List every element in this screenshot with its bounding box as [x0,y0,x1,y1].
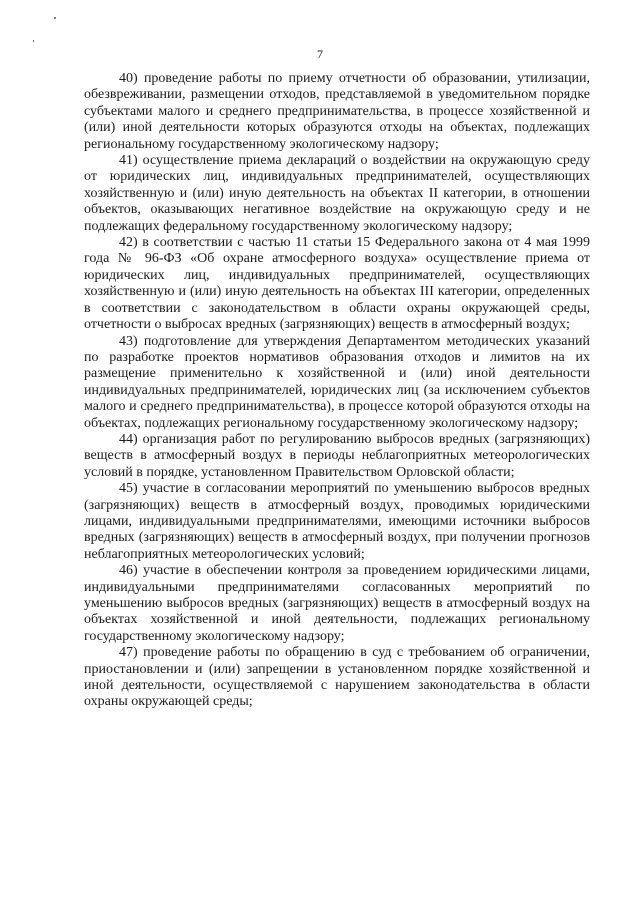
page-number: 7 [317,47,323,61]
paragraph-item-43: 43) подготовление для утверждения Департаментом методических указаний по разработке проектов нормативов образования отходов и лимитов на их размещение применительно к хозяйственной и (или) иной деятельности индивидуальных предпринимателей, юридических лиц (за исключением субъектов малого и среднего предпринимательства), в процессе которой образуются отходы на объектах, подлежащих региональному государственному экологическому надзору; [84,333,590,431]
paragraph-item-46: 46) участие в обеспечении контроля за проведением юридическими лицами, индивидуальными предпринимателями согласованных мероприятий по уменьшению выбросов вредных (загрязняющих) веществ в атмосферный воздух на объектах хозяйственной и иной деятельности, подлежащих региональному государственному экологическому надзору; [84,563,590,644]
paragraph-item-47: 47) проведение работы по обращению в суд с требованием об ограничении, приостановлении и (или) запрещении в установленном порядке хозяйственной и иной деятельности, осуществляемой с нарушением законодательства в области охраны окружающей среды; [84,645,590,710]
paragraph-item-41: 41) осуществление приема деклараций о воздействии на окружающую среду от юридических лиц, индивидуальных предпринимателей, осуществляющих хозяйственную и (или) иную деятельность на объектах II категории, в отношении объектов, оказывающих негативное воздействие на окружающую среду и не подлежащих федеральному государственному экологическому надзору; [84,153,590,234]
scan-speck [33,40,34,42]
document-body [84,71,590,711]
paragraph-item-40: 40) проведение работы по приему отчетности об образовании, утилизации, обезвреживании, размещении отходов, представляемой в уведомительном порядке субъектами малого и среднего предпринимательства, в процессе хозяйственной и (или) иной деятельности которых образуются отходы на объектах, подлежащих региональному государственному экологическому надзору; [84,71,590,152]
paragraph-item-45: 45) участие в согласовании мероприятий по уменьшению выбросов вредных (загрязняющих) веществ в атмосферный воздух, проводимых юридическими лицами, индивидуальными предпринимателями, имеющими источники выбросов вредных (загрязняющих) веществ в атмосферный воздух, при получении прогнозов неблагоприятных метеорологических условий; [84,481,590,562]
paragraph-item-44: 44) организация работ по регулированию выбросов вредных (загрязняющих) веществ в атмосферный воздух в периоды неблагоприятных метеорологических условий в порядке, установленном Правительством Орловской области; [84,431,590,480]
paragraph-item-42: 42) в соответствии с частью 11 статьи 15 Федерального закона от 4 мая 1999 года № 96-ФЗ «Об охране атмосферного воздуха» осуществление приема от юридических лиц, индивидуальных предпринимателей, осуществляющих хозяйственную и (или) иную деятельность на объектах III категории, определенных в соответствии с законодательством в области охраны окружающей среды, отчетности о выбросах вредных (загрязняющих) веществ в атмосферный воздух; [84,235,590,333]
scan-speck [54,17,56,19]
